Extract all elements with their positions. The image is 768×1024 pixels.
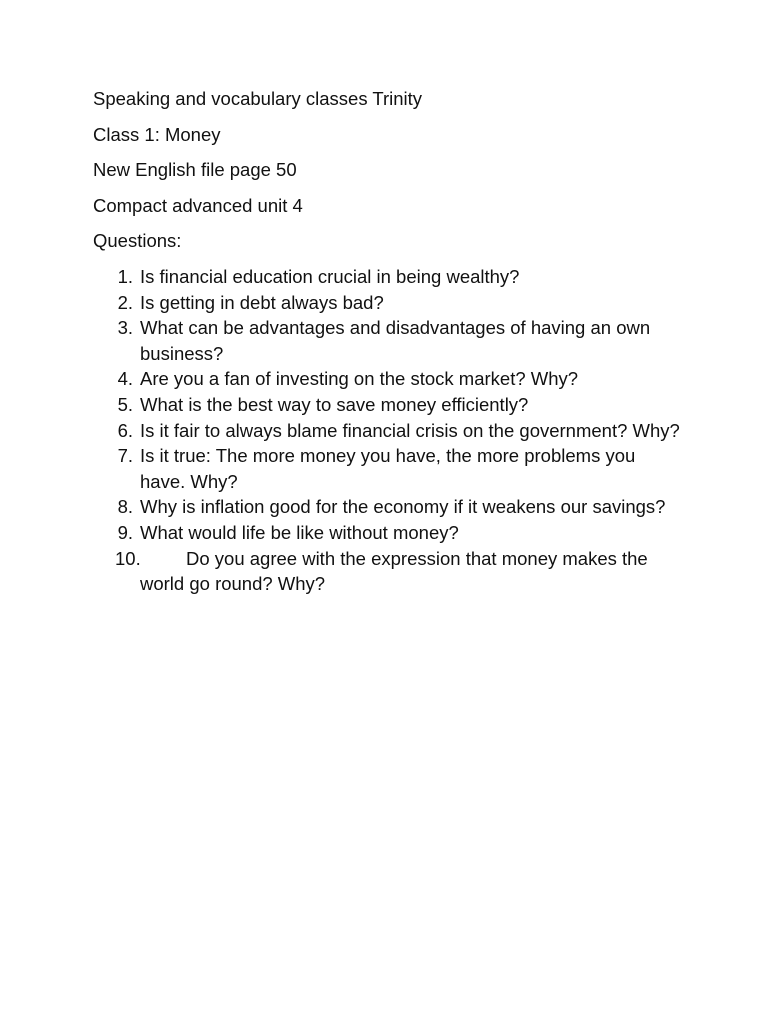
list-item — [93, 392, 693, 418]
question-text: Is it fair to always blame financial crisis on the government? Why? — [140, 419, 680, 441]
question-number: 5. — [117, 393, 133, 415]
list-item — [93, 366, 693, 392]
question-number: 10. — [115, 547, 141, 569]
questions-heading: Questions: — [93, 230, 182, 252]
class-line: Class 1: Money — [93, 123, 221, 145]
question-number: 4. — [117, 368, 133, 390]
question-text: Is financial education crucial in being wealthy? — [140, 265, 520, 287]
unit-line: Compact advanced unit 4 — [93, 194, 303, 216]
list-item — [93, 494, 693, 520]
book-line: New English file page 50 — [93, 159, 297, 181]
list-item — [93, 520, 693, 546]
question-text: Is it true: The more money you have, the more problems you have. Why? — [140, 445, 636, 492]
list-item — [93, 418, 693, 444]
question-text: What is the best way to save money efficiently? — [140, 393, 529, 415]
question-number: 6. — [117, 419, 133, 441]
question-text: Are you a fan of investing on the stock market? Why? — [140, 368, 579, 390]
question-text: What can be advantages and disadvantages of having an own business? — [140, 317, 651, 364]
questions-list — [93, 264, 693, 597]
question-number: 2. — [117, 291, 133, 313]
document-body — [93, 86, 693, 597]
question-text: Why is inflation good for the economy if it weakens our savings? — [140, 496, 666, 518]
question-number: 7. — [117, 445, 133, 467]
list-item — [93, 290, 693, 316]
list-item — [93, 264, 693, 290]
list-item — [93, 546, 693, 597]
question-text: Do you agree with the expression that money makes the world go round? Why? — [140, 547, 648, 595]
document-title: Speaking and vocabulary classes Trinity — [93, 88, 423, 109]
question-number: 1. — [117, 265, 133, 287]
question-number: 8. — [117, 496, 133, 518]
list-item — [93, 443, 693, 494]
question-text: What would life be like without money? — [140, 521, 459, 543]
question-text: Is getting in debt always bad? — [140, 291, 384, 313]
question-number: 9. — [117, 521, 133, 543]
list-item — [93, 315, 693, 366]
question-number: 3. — [117, 317, 133, 339]
